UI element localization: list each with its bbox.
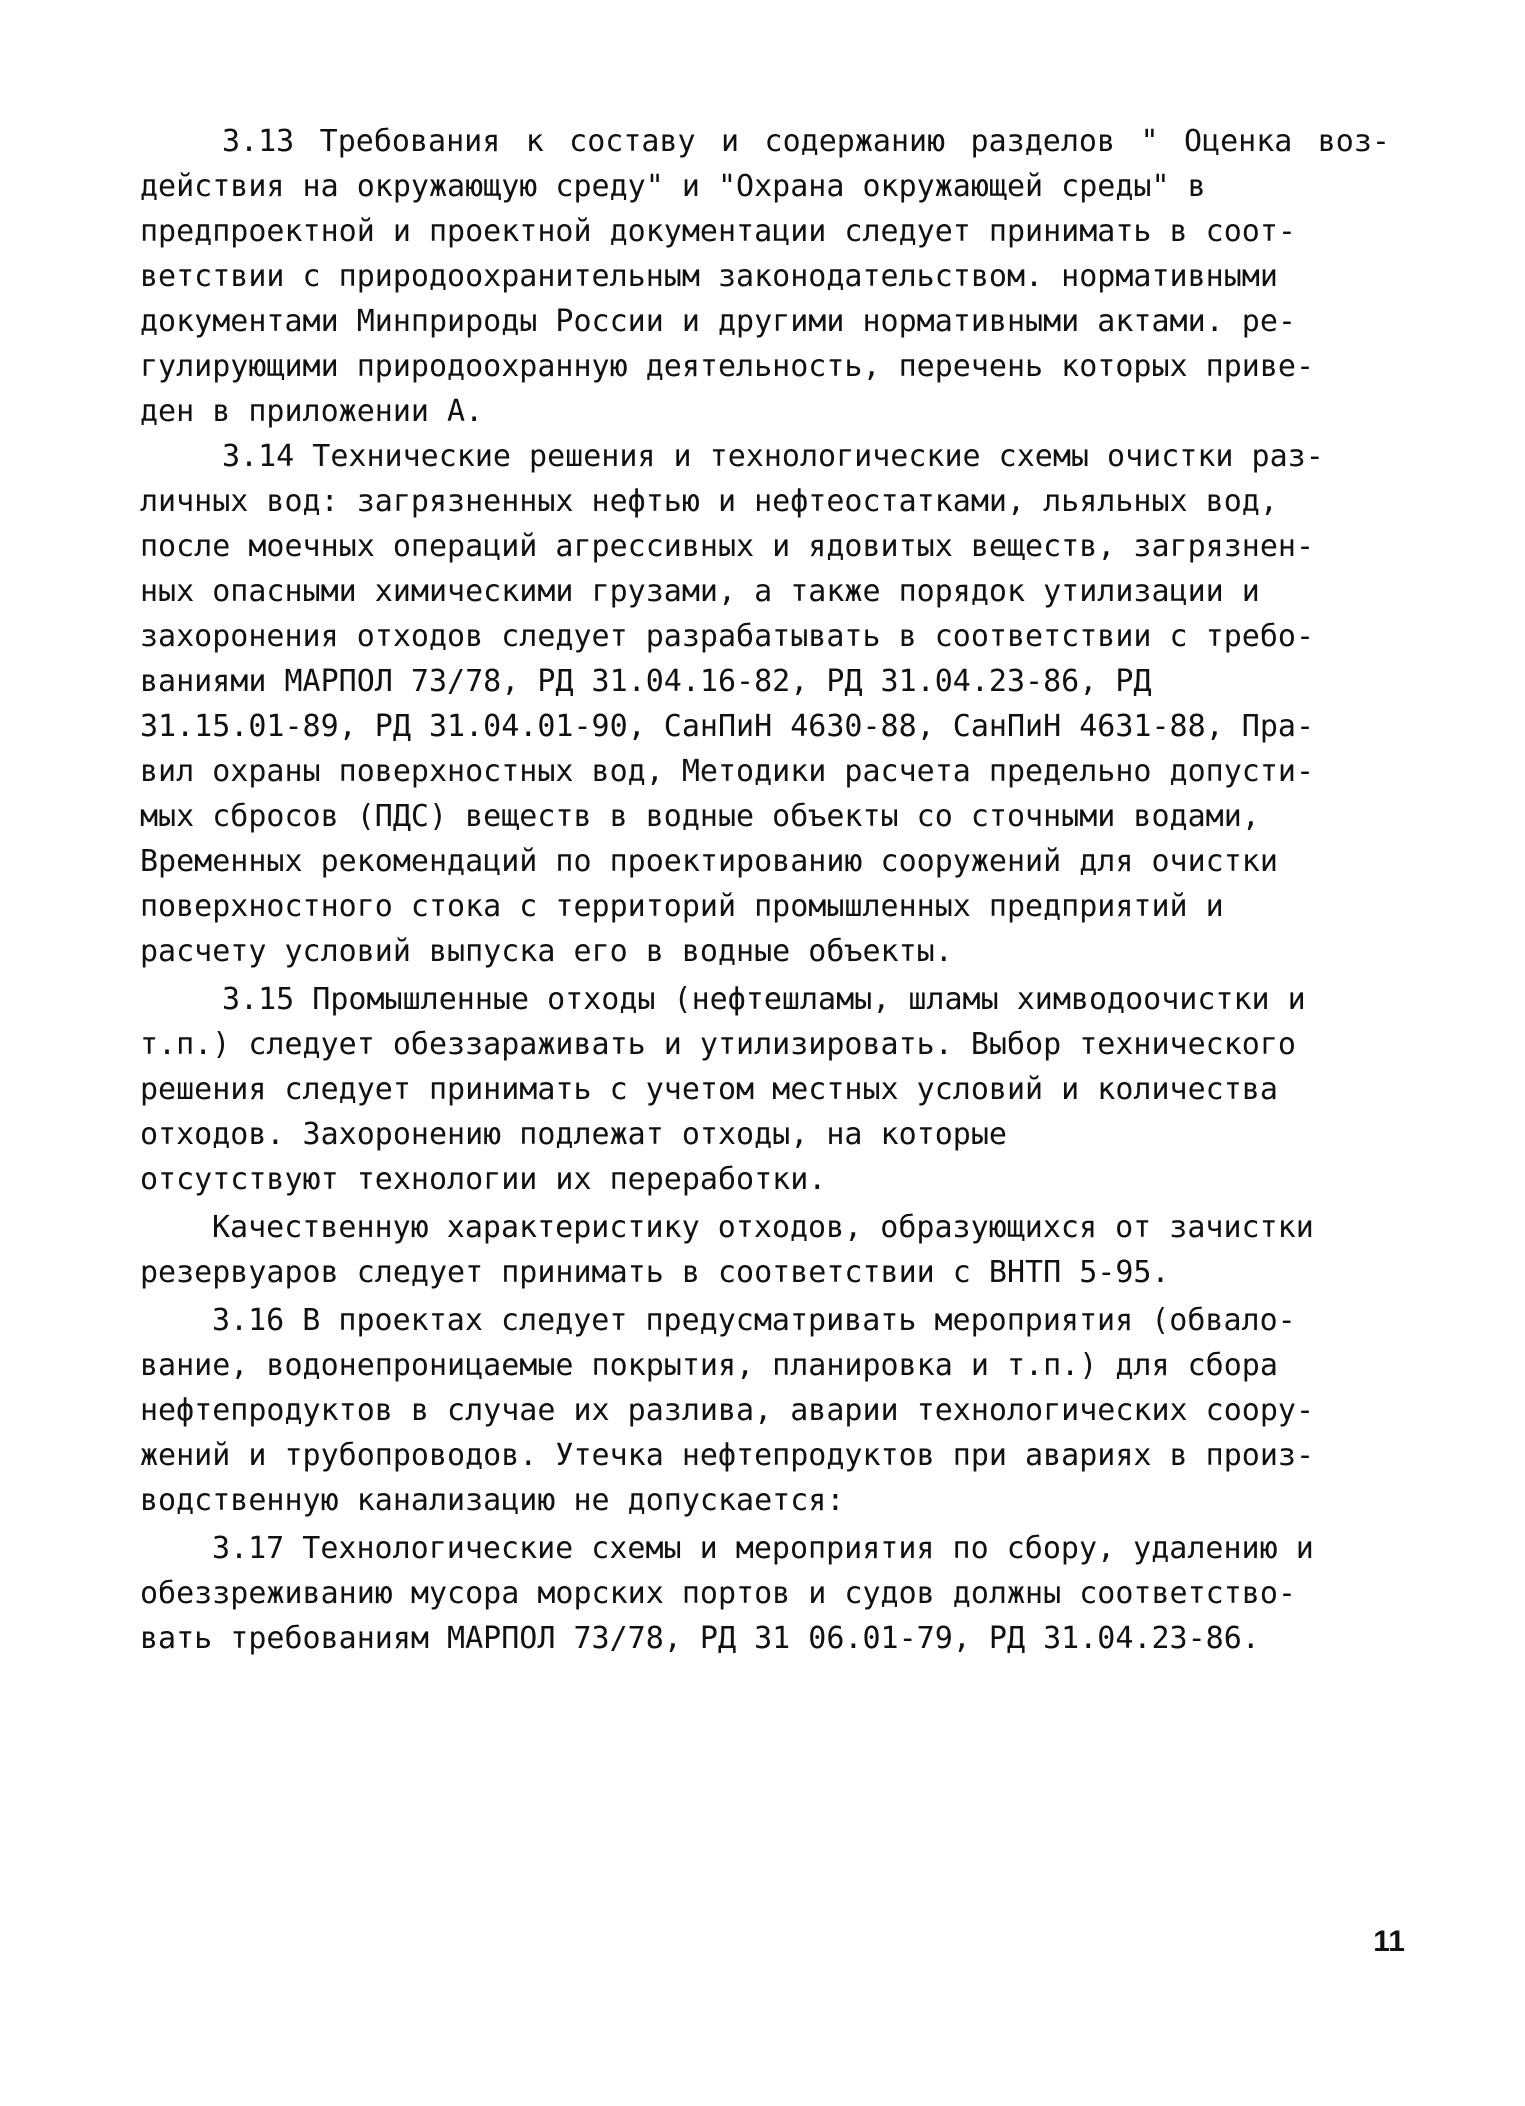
text-line: вил охраны поверхностных вод, Методики расчета предельно допусти- — [140, 754, 1314, 789]
text-line: после моечных операций агрессивных и ядовитых веществ, загрязнен- — [140, 529, 1314, 564]
text-line: гулирующими природоохранную деятельность, перечень которых приве- — [140, 349, 1314, 384]
text-line: отходов. Захоронению подлежат отходы, на которые — [140, 1117, 1007, 1152]
text-line: захоронения отходов следует разрабатывать в соответствии с требо- — [140, 619, 1314, 654]
text-line: Временных рекомендаций по проектированию сооружений для очистки — [140, 844, 1278, 879]
text-line: т.п.) следует обеззараживать и утилизировать. Выбор технического — [140, 1027, 1296, 1062]
text-line: поверхностного стока с территорий промышленных предприятий и — [140, 889, 1224, 924]
text-line: ваниями МАРПОЛ 73/78, РД 31.04.16-82, РД 31.04.23-86, РД — [140, 664, 1152, 699]
text-line: нефтепродуктов в случае их разлива, аварии технологических соору- — [140, 1393, 1314, 1428]
text-line: ден в приложении А. — [140, 394, 484, 429]
text-line: вание, водонепроницаемые покрытия, планировка и т.п.) для сбора — [140, 1348, 1278, 1383]
page-number: 11 — [1373, 1925, 1405, 1958]
text-line: действия на окружающую среду" и "Охрана окружающей среды" в — [140, 169, 1206, 204]
text-line: 3.15 Промышленные отходы (нефтешламы, шламы химводоочистки и — [222, 982, 1306, 1017]
text-line: Качественную характеристику отходов, образующихся от зачистки — [212, 1210, 1314, 1245]
text-line: расчету условий выпуска его в водные объекты. — [140, 934, 953, 969]
text-line: вать требованиям МАРПОЛ 73/78, РД 31 06.01-79, РД 31.04.23-86. — [140, 1621, 1260, 1656]
text-line: отсутствуют технологии их переработки. — [140, 1162, 827, 1197]
text-line: обеззреживанию мусора морских портов и судов должны соответство- — [140, 1576, 1296, 1611]
text-line: предпроектной и проектной документации следует принимать в соот- — [140, 214, 1296, 249]
text-line: 3.16 В проектах следует предусматривать мероприятия (обвало- — [212, 1303, 1296, 1338]
text-line: 31.15.01-89, РД 31.04.01-90, СанПиН 4630-88, СанПиН 4631-88, Пра- — [140, 709, 1314, 744]
text-line: жений и трубопроводов. Утечка нефтепродуктов при авариях в произ- — [140, 1438, 1314, 1473]
text-line: 3.14 Технические решения и технологические схемы очистки раз- — [222, 439, 1324, 474]
text-line: 3.13 Требования к составу и содержанию разделов " Оценка воз- — [222, 124, 1390, 159]
text-line: документами Минприроды России и другими нормативными актами. ре- — [140, 304, 1296, 339]
text-line: решения следует принимать с учетом местных условий и количества — [140, 1072, 1278, 1107]
text-line: резервуаров следует принимать в соответствии с ВНТП 5-95. — [140, 1255, 1170, 1290]
text-line: мых сбросов (ПДС) веществ в водные объекты со сточными водами, — [140, 799, 1260, 834]
text-line: 3.17 Технологические схемы и мероприятия по сбору, удалению и — [212, 1531, 1314, 1566]
text-line: ных опасными химическими грузами, а также порядок утилизации и — [140, 574, 1260, 609]
text-line: ветствии с природоохранительным законодательством. нормативными — [140, 259, 1278, 294]
text-line: личных вод: загрязненных нефтью и нефтеостатками, льяльных вод, — [140, 484, 1278, 519]
text-line: водственную канализацию не допускается: — [140, 1483, 845, 1518]
